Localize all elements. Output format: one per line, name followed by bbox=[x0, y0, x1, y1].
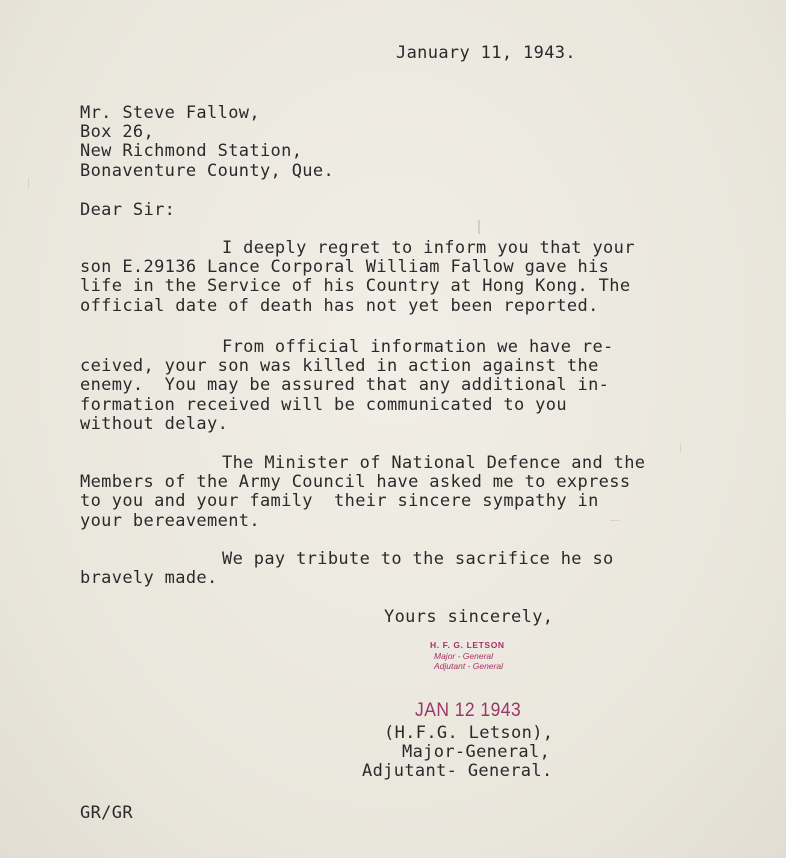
signer-title: Adjutant- General. bbox=[362, 761, 553, 782]
paragraph-line: formation received will be communicated to you bbox=[80, 394, 567, 415]
letter-date: January 11, 1943. bbox=[396, 43, 576, 63]
paragraph-line: Members of the Army Council have asked me to express bbox=[80, 472, 631, 493]
paper-mark bbox=[28, 178, 29, 188]
paragraph-line: I deeply regret to inform you that your bbox=[222, 238, 635, 258]
paragraph-line: son E.29136 Lance Corporal William Fallow gave his bbox=[80, 257, 610, 278]
recipient-box: Box 26, bbox=[80, 122, 155, 143]
stamp-title-1: Major - General bbox=[434, 650, 494, 661]
salutation: Dear Sir: bbox=[80, 200, 176, 220]
paragraph-1 bbox=[80, 239, 635, 316]
paper-mark bbox=[478, 220, 480, 234]
signature-stamp bbox=[430, 640, 530, 672]
paragraph-line: The Minister of National Defence and the bbox=[222, 453, 646, 473]
paragraph-line: bravely made. bbox=[80, 568, 218, 589]
recipient-county: Bonaventure County, Que. bbox=[80, 160, 335, 181]
paper-mark bbox=[680, 444, 681, 452]
paragraph-line: without delay. bbox=[80, 413, 229, 434]
stamp-name: H. F. G. LETSON bbox=[430, 640, 505, 650]
paragraph-line: ceived, your son was killed in action against the bbox=[80, 356, 599, 377]
recipient-address bbox=[80, 104, 334, 181]
paragraph-2 bbox=[80, 338, 614, 434]
reference-initials: GR/GR bbox=[80, 803, 133, 823]
closing: Yours sincerely, bbox=[384, 607, 554, 627]
paragraph-line: enemy. You may be assured that any additional in- bbox=[80, 375, 610, 396]
signer-rank: Major-General, bbox=[402, 742, 551, 763]
paper-mark bbox=[610, 520, 620, 521]
signer-name: (H.F.G. Letson), bbox=[384, 723, 554, 743]
paragraph-line: your bereavement. bbox=[80, 510, 260, 531]
paragraph-3 bbox=[80, 454, 645, 531]
recipient-station: New Richmond Station, bbox=[80, 141, 303, 162]
received-date-stamp: JAN 12 1943 bbox=[415, 700, 522, 721]
paragraph-line: life in the Service of his Country at Hong Kong. The bbox=[80, 276, 631, 297]
paragraph-line: to you and your family their sincere sympathy in bbox=[80, 491, 599, 512]
paragraph-line: From official information we have re- bbox=[222, 337, 614, 357]
signature-block bbox=[362, 724, 553, 782]
recipient-name: Mr. Steve Fallow, bbox=[80, 103, 260, 123]
stamp-title-2: Adjutant - General bbox=[434, 661, 503, 671]
paragraph-line: official date of death has not yet been reported. bbox=[80, 295, 599, 316]
paragraph-line: We pay tribute to the sacrifice he so bbox=[222, 549, 614, 569]
paragraph-4 bbox=[80, 550, 614, 588]
